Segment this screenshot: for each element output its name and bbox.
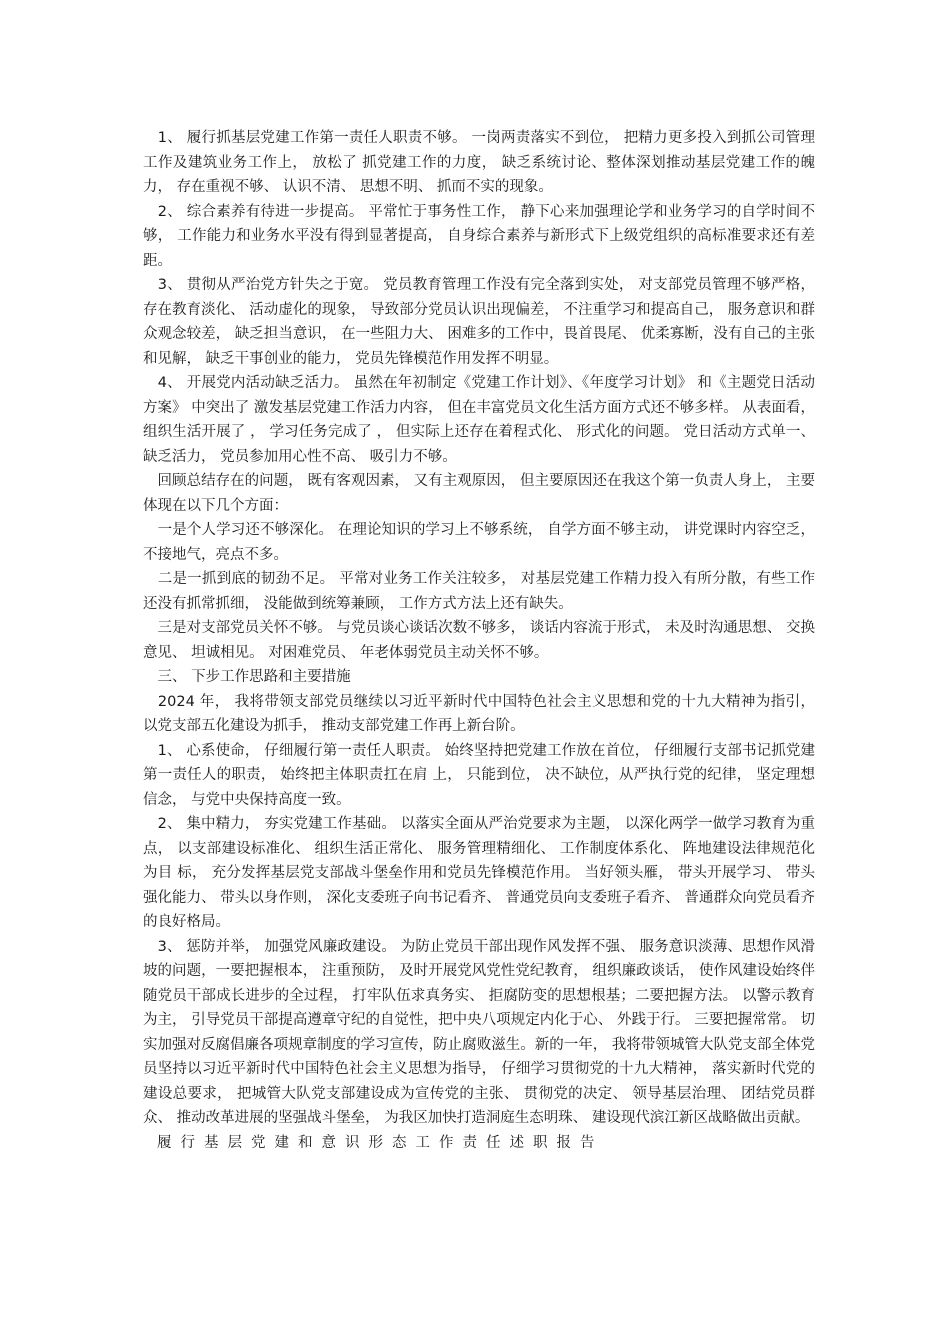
document-body <box>143 126 815 1155</box>
paragraph-2: 2、 综合素养有待进一步提高。 平常忙于事务性工作， 静下心来加强理论学和业务学习的自学时间不够， 工作能力和业务水平没有得到显著提高， 自身综合素养与新形式下上级党组织的高标准要求还有差距。 <box>143 203 815 269</box>
paragraph-8: 三是对支部党员关怀不够。 与党员谈心谈话次数不够多， 谈话内容流于形式， 未及时沟通思想、 交换意见、 坦诚相见。 对困难党员、 年老体弱党员主动关怀不够。 <box>143 620 815 661</box>
paragraph-3: 3、 贯彻从严治党方针失之于宽。 党员教育管理工作没有完全落到实处， 对支部党员管理不够严格， 存在教育淡化、 活动虚化的现象， 导致部分党员认识出现偏差， 不注重学习和提高自己， 服务意识和群众观念较差， 缺乏担当意识， 在一些阻力大、 困难多的工作中，畏首畏尾、 优柔寡断，没有自己的主张和见解， 缺乏干事创业的能力， 党员先锋模范作用发挥不明显。 <box>143 277 815 367</box>
paragraph-1: 1、 履行抓基层党建工作第一责任人职责不够。 一岗两责落实不到位， 把精力更多投入到抓公司管理工作及建筑业务工作上， 放松了 抓党建工作的力度， 缺乏系统讨论、整体深划推动基层党建工作的魄力， 存在重视不够、 认识不清、 思想不明、 抓而不实的现象。 <box>143 130 815 195</box>
paragraph-7: 二是一抓到底的韧劲不足。 平常对业务工作关注较多， 对基层党建工作精力投入有所分散，有些工作还没有抓常抓细， 没能做到统筹兼顾， 工作方式方法上还有缺失。 <box>143 571 815 612</box>
paragraph-4: 4、 开展党内活动缺乏活力。 虽然在年初制定《党建工作计划》、《年度学习计划》 和《主题党日活动方案》 中突出了 激发基层党建工作活力内容， 但在丰富党员文化生活方面方式还不够多样。 从表面看， 组织生活开展了 ， 学习任务完成了 ， 但实际上还存在着程式化、 形式化的问题。 党日活动方式单一、 缺乏活力， 党员参加用心性不高、 吸引力不够。 <box>143 375 815 465</box>
paragraph-10: 1、 心系使命， 仔细履行第一责任人职责。 始终坚持把党建工作放在首位， 仔细履行支部书记抓党建第一责任人的职责， 始终把主体职责扛在肩 上， 只能到位， 决不缺位，从严执行党的纪律， 坚定理想信念， 与党中央保持高度一致。 <box>143 742 815 808</box>
report-title: 履行基层党建和意识形态工作责任述职报告 <box>157 1134 604 1151</box>
paragraph-6: 一是个人学习还不够深化。 在理论知识的学习上不够系统， 自学方面不够主动， 讲党课时内容空乏， 不接地气，亮点不多。 <box>143 522 815 563</box>
paragraph-11: 2、 集中精力， 夯实党建工作基础。 以落实全面从严治党要求为主题， 以深化两学一做学习教育为重点， 以支部建设标准化、 组织生活正常化、 服务管理精细化、 工作制度体系化、 阵地建设法律规范化为目 标， 充分发挥基层党支部战斗堡垒作用和党员先锋模范作用。 当好领头雁， 带头开展学习、 带头强化能力、 带头以身作则， 深化支委班子向书记看齐、 普通党员向支委班子看齐、 普通群众向党员看齐的良好格局。 <box>143 816 815 930</box>
paragraph-9: 2024 年， 我将带领支部党员继续以习近平新时代中国特色社会主义思想和党的十九大精神为指引， 以党支部五化建设为抓手， 推动支部党建工作再上新台阶。 <box>143 693 815 734</box>
paragraph-5: 回顾总结存在的问题， 既有客观因素， 又有主观原因， 但主要原因还在我这个第一负责人身上， 主要体现在以下几个方面： <box>143 473 815 514</box>
paragraph-12: 3、 惩防并举， 加强党风廉政建设。 为防止党员干部出现作风发挥不强、 服务意识淡薄、思想作风滑坡的问题，一要把握根本， 注重预防， 及时开展党风党性党纪教育， 组织廉政谈话， 使作风建设始终伴随党员干部成长进步的全过程， 打牢队伍求真务实、 拒腐防变的思想根基；二要把握方法。 以警示教育为主， 引导党员干部提高遵章守纪的自觉性，把中央八项规定内化于心、 外践于行。 三要把握常常。 切实加强对反腐倡廉各项规章制度的学习宣传，防止腐败滋生。新的一年， 我将带领城管大队党支部全体党员坚持以习近平新时代中国特色社会主义思想为指导， 仔细学习贯彻党的十九大精神， 落实新时代党的建设总要求， 把城管大队党支部建设成为宣传党的主张、 贯彻党的决定、 领导基层治理、 团结党员群众、 推动改革进展的坚强战斗堡垒， 为我区加快打造洞庭生态明珠、 建设现代滨江新区战略做出贡献。 <box>143 938 815 1126</box>
section-heading: 三、 下步工作思路和主要措施 <box>143 669 351 685</box>
